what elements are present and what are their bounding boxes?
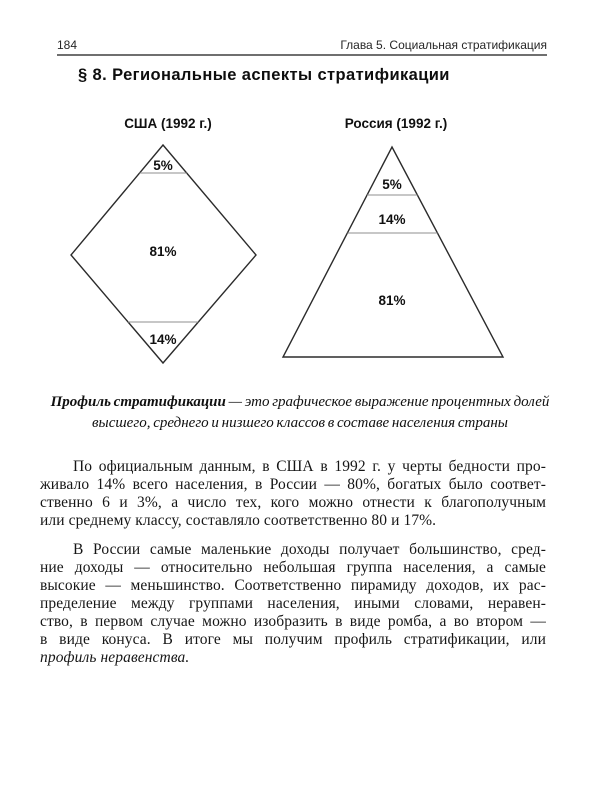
usa-middle-label: 81% bbox=[149, 244, 177, 259]
text-line: высокие — меньшинство. Соответственно пирамиду доходов, их рас- bbox=[40, 577, 546, 594]
text-line: ственно 6 и 3%, а число тех, кого можно отнести к благополучным bbox=[40, 494, 546, 511]
russia-bottom-label: 81% bbox=[378, 293, 406, 308]
text-line: профиль неравенства. bbox=[40, 649, 190, 666]
text-line: ство, в первом случае можно изобразить в виде ромба, а во втором — bbox=[40, 613, 546, 630]
russia-middle-label: 14% bbox=[378, 212, 406, 227]
section-title: § 8. Региональные аспекты стратификации bbox=[78, 66, 450, 84]
usa-diagram-title: США (1992 г.) bbox=[124, 116, 212, 131]
russia-diagram-title: Россия (1992 г.) bbox=[344, 116, 448, 131]
usa-top-label: 5% bbox=[153, 158, 173, 173]
text-line: По официальным данным, в США в 1992 г. у черты бедности про- bbox=[73, 458, 546, 475]
usa-bottom-label: 14% bbox=[149, 332, 177, 347]
definition-term: Профиль стратификации bbox=[50, 394, 226, 410]
stratification-diagrams bbox=[40, 113, 570, 375]
text-line: В России самые маленькие доходы получает большинство, сред- bbox=[73, 541, 546, 558]
definition-block bbox=[40, 392, 560, 434]
page-header bbox=[57, 38, 547, 56]
paragraph-1 bbox=[40, 458, 546, 530]
text-line: пределение между группами населения, иными словами, неравен- bbox=[40, 595, 546, 612]
text-line: или среднему классу, составляло соответственно 80 и 17%. bbox=[40, 512, 437, 529]
definition-rest: — это графическое выражение процентных долей bbox=[225, 394, 550, 410]
page-number: 184 bbox=[57, 38, 78, 52]
definition-line2: высшего, среднего и низшего классов в составе населения страны bbox=[92, 415, 508, 431]
text-line: в виде конуса. В итоге мы получим профиль стратификации, или bbox=[40, 631, 546, 648]
paragraph-2 bbox=[40, 541, 546, 667]
russia-top-label: 5% bbox=[382, 177, 402, 192]
chapter-title: Глава 5. Социальная стратификация bbox=[340, 38, 547, 52]
text-line: ние доходы — относительно небольшая группа населения, а самые bbox=[40, 559, 546, 576]
text-line: живало 14% всего населения, в России — 80%, богатых было соответ- bbox=[40, 476, 546, 493]
